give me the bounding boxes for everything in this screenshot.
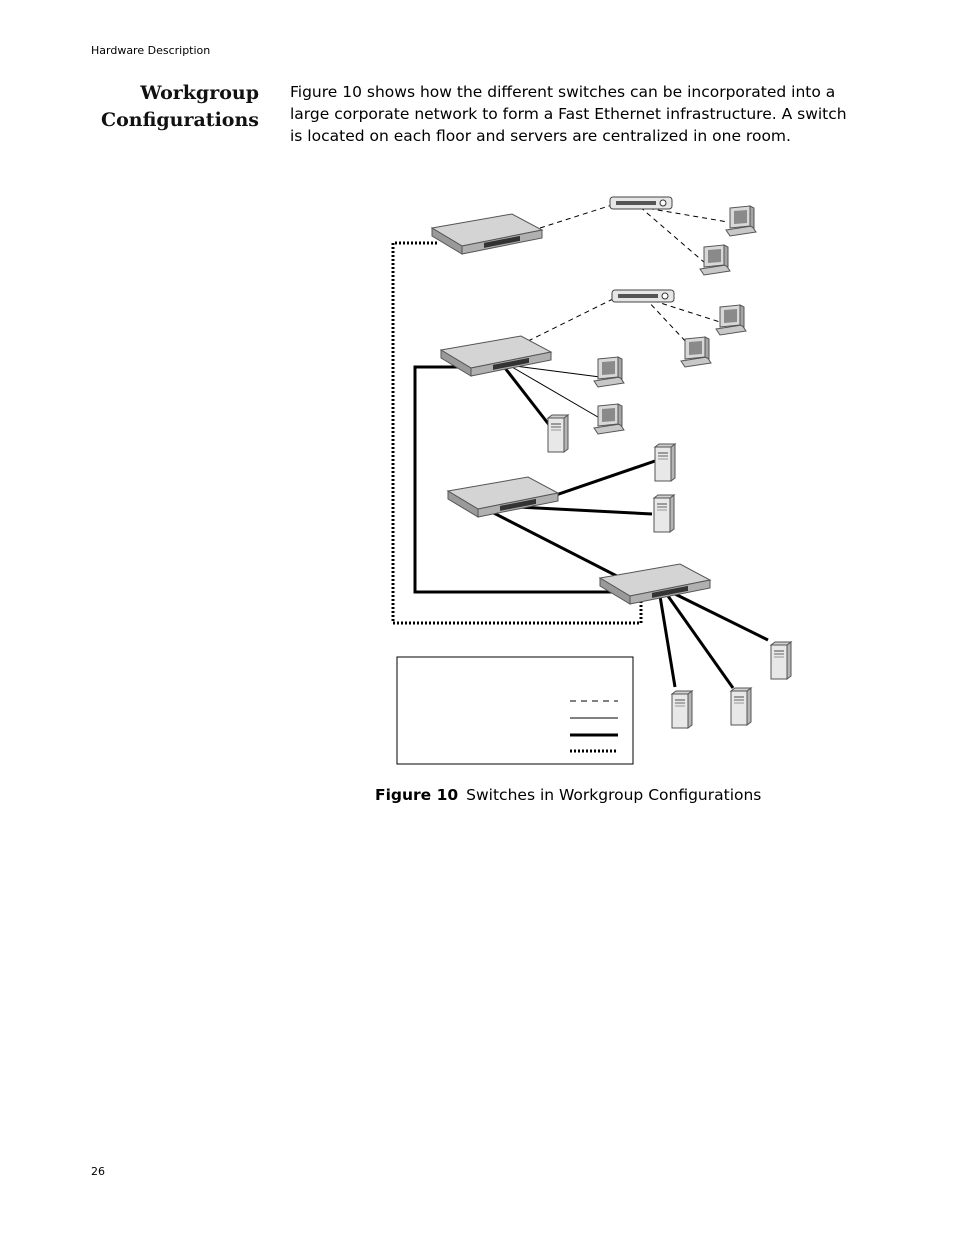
hub-device <box>612 290 674 302</box>
switch-device <box>600 564 710 604</box>
network-diagram <box>380 185 820 775</box>
workstation-icon <box>716 305 746 335</box>
switch-device <box>441 336 551 376</box>
hub-device <box>610 197 672 209</box>
section-heading <box>101 80 259 134</box>
connection-lines <box>393 205 768 688</box>
server-icon <box>655 444 675 481</box>
running-header: Hardware Description <box>91 44 211 57</box>
server-icon <box>654 495 674 532</box>
page-number: 26 <box>91 1165 105 1178</box>
workstation-icon <box>681 337 711 367</box>
workstation-icon <box>700 245 730 275</box>
server-icon <box>548 415 568 452</box>
section-heading-line1: Workgroup <box>140 82 259 104</box>
server-icon <box>731 688 751 725</box>
legend-box <box>397 657 633 764</box>
workstation-icon <box>726 206 756 236</box>
figure-caption <box>375 786 761 804</box>
switch-device <box>432 214 542 254</box>
switch-device <box>448 477 558 517</box>
server-icon <box>672 691 692 728</box>
figure-caption-text: Switches in Workgroup Configurations <box>466 786 762 804</box>
server-icon <box>771 642 791 679</box>
body-paragraph: Figure 10 shows how the different switches can be incorporated into a large corporate network to form a Fast Ethernet infrastructure. A switch is located on each floor and servers are centralized in one room. <box>290 83 847 145</box>
section-heading-line2: Configurations <box>100 109 259 131</box>
figure-label: Figure 10 <box>375 786 459 804</box>
workstation-icon <box>594 404 624 434</box>
workstation-icon <box>594 357 624 387</box>
